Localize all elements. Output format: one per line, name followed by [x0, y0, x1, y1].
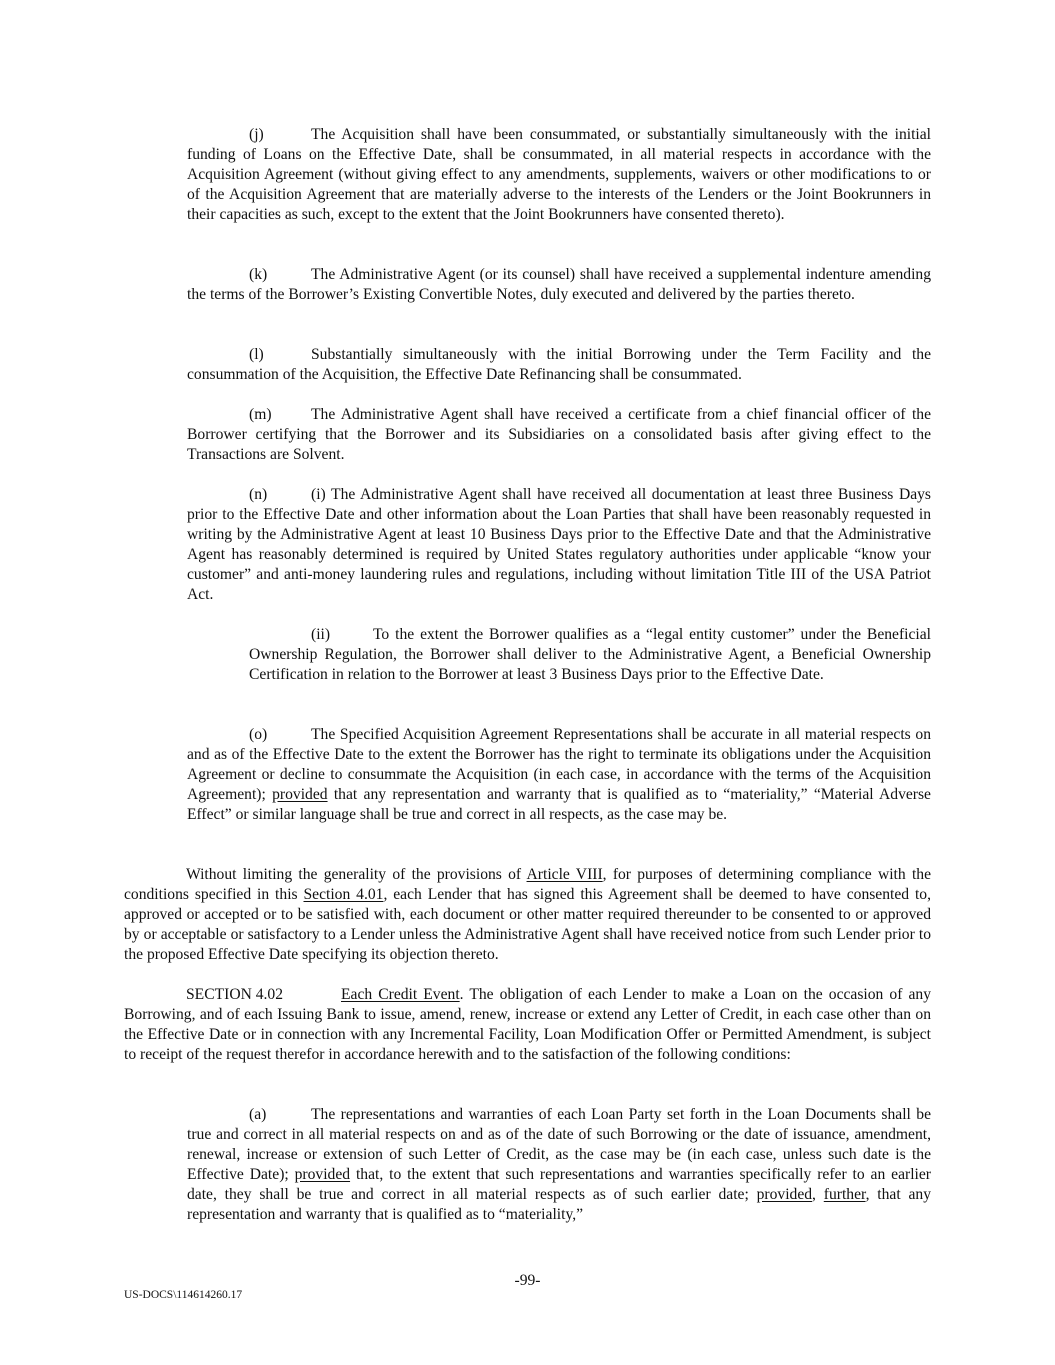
- text-a-1: The representations and warranties of each Loan Party set forth in the Loan Documents shall be true and correct in all material respects on and as of the date of such Borrowing or the date of issuance, amendment, renewal, increase or extension of such Letter of Credit, as the case may be (in each case, unless such date is the Effective Date);: [187, 1106, 931, 1183]
- section-402-text: . The obligation of each Lender to make a Loan on the occasion of any Borrowing, and of each Issuing Bank to issue, amend, renew, increase or extend any Letter of Credit, in each case other than on the Effective Date or in connection with any Incremental Facility, Loan Modification Offer or Permitted Amendment, is subject to receipt of the request therefor in accordance herewith and to the satisfaction of the following conditions:: [124, 986, 931, 1063]
- text-l: Substantially simultaneously with the initial Borrowing under the Term Facility and the consummation of the Acquisition, the Effective Date Refinancing shall be consummated.: [187, 346, 931, 383]
- paragraph-n: [187, 485, 931, 605]
- text-n: (i) The Administrative Agent shall have received all documentation at least three Business Days prior to the Effective Date and other information about the Loan Parties that shall have been reasonably requested in writing by the Administrative Agent at least 10 Business Days prior to the Effective Date and that the Administrative Agent has reasonably determined is required by United States regulatory authorities under applicable “know your customer” and anti-money laundering rules and regulations, including without limitation Title III of the USA Patriot Act.: [187, 486, 931, 603]
- page-number: -99-: [514, 1272, 541, 1289]
- provided-term-2: provided: [756, 1186, 813, 1203]
- paragraph-without-limiting: [124, 865, 931, 965]
- label-n-ii: (ii): [311, 626, 331, 643]
- paragraph-a: [187, 1105, 931, 1225]
- paragraph-n-ii: [249, 625, 931, 685]
- label-j: (j): [249, 126, 264, 143]
- text-a-sep: ,: [812, 1186, 816, 1203]
- label-a: (a): [249, 1106, 267, 1123]
- label-m: (m): [249, 406, 272, 423]
- text-a-3: , that any representation and warranty that is qualified as to “materiality,”: [187, 1186, 931, 1223]
- paragraph-k: [187, 265, 931, 305]
- label-k: (k): [249, 266, 268, 283]
- text-wl-2: , for purposes of determining compliance with the conditions specified in this: [124, 866, 931, 903]
- section-402-heading: Each Credit Event: [341, 986, 460, 1003]
- paragraph-l: [187, 345, 931, 385]
- text-o-after: that any representation and warranty that is qualified as to “materiality,” “Material Adverse Effect” or similar language shall be true and correct in all respects, as the case may be.: [187, 786, 931, 823]
- paragraph-o: [187, 725, 931, 825]
- text-m: The Administrative Agent shall have received a certificate from a chief financial officer of the Borrower certifying that the Borrower and its Subsidiaries on a consolidated basis after giving effect to the Transactions are Solvent.: [187, 406, 931, 463]
- text-a-2: that, to the extent that such representations and warranties specifically refer to an earlier date, they shall be true and correct in all material respects as of such earlier date;: [187, 1166, 931, 1203]
- section-402: [124, 985, 931, 1065]
- article-viii-reference: Article VIII: [526, 866, 603, 883]
- text-wl-1: Without limiting the generality of the provisions of: [186, 866, 522, 883]
- further-term: further: [823, 1186, 866, 1203]
- text-j: The Acquisition shall have been consummated, or substantially simultaneously with the initial funding of Loans on the Effective Date, shall be consummated, in all material respects in accordance with the Acquisition Agreement (without giving effect to any amendments, supplements, waivers or other modifications to or of the Acquisition Agreement that are materially adverse to the interests of the Lenders or the Joint Bookrunners in their capacities as such, except to the extent that the Joint Bookrunners have consented thereto).: [187, 126, 931, 223]
- provided-term: provided: [272, 786, 328, 803]
- section-401-reference: Section 4.01: [303, 886, 384, 903]
- paragraph-m: [187, 405, 931, 465]
- paragraph-j: [187, 125, 931, 225]
- provided-term-1: provided: [294, 1166, 351, 1183]
- section-402-label: SECTION 4.02: [186, 986, 284, 1003]
- label-l: (l): [249, 346, 264, 363]
- text-wl-3: , each Lender that has signed this Agreement shall be deemed to have consented to, approved or accepted or to be satisfied with, each document or other matter required thereunder to be consented to or approved by or acceptable or satisfactory to a Lender unless the Administrative Agent shall have received notice from such Lender prior to the proposed Effective Date specifying its objection thereto.: [124, 886, 931, 963]
- text-k: The Administrative Agent (or its counsel) shall have received a supplemental indenture amending the terms of the Borrower’s Existing Convertible Notes, duly executed and delivered by the parties thereto.: [187, 266, 931, 303]
- label-o: (o): [249, 726, 268, 743]
- text-n-ii: To the extent the Borrower qualifies as a “legal entity customer” under the Beneficial Ownership Regulation, the Borrower shall deliver to the Administrative Agent, a Beneficial Ownership Certification in relation to the Borrower at least 3 Business Days prior to the Effective Date.: [249, 626, 931, 683]
- label-n: (n): [249, 486, 268, 503]
- document-id: US-DOCS\114614260.17: [124, 1289, 243, 1301]
- text-o-before: The Specified Acquisition Agreement Representations shall be accurate in all material respects on and as of the Effective Date to the extent the Borrower has the right to terminate its obligations under the Acquisition Agreement or decline to consummate the Acquisition (in each case, in accordance with the terms of the Acquisition Agreement);: [187, 726, 931, 803]
